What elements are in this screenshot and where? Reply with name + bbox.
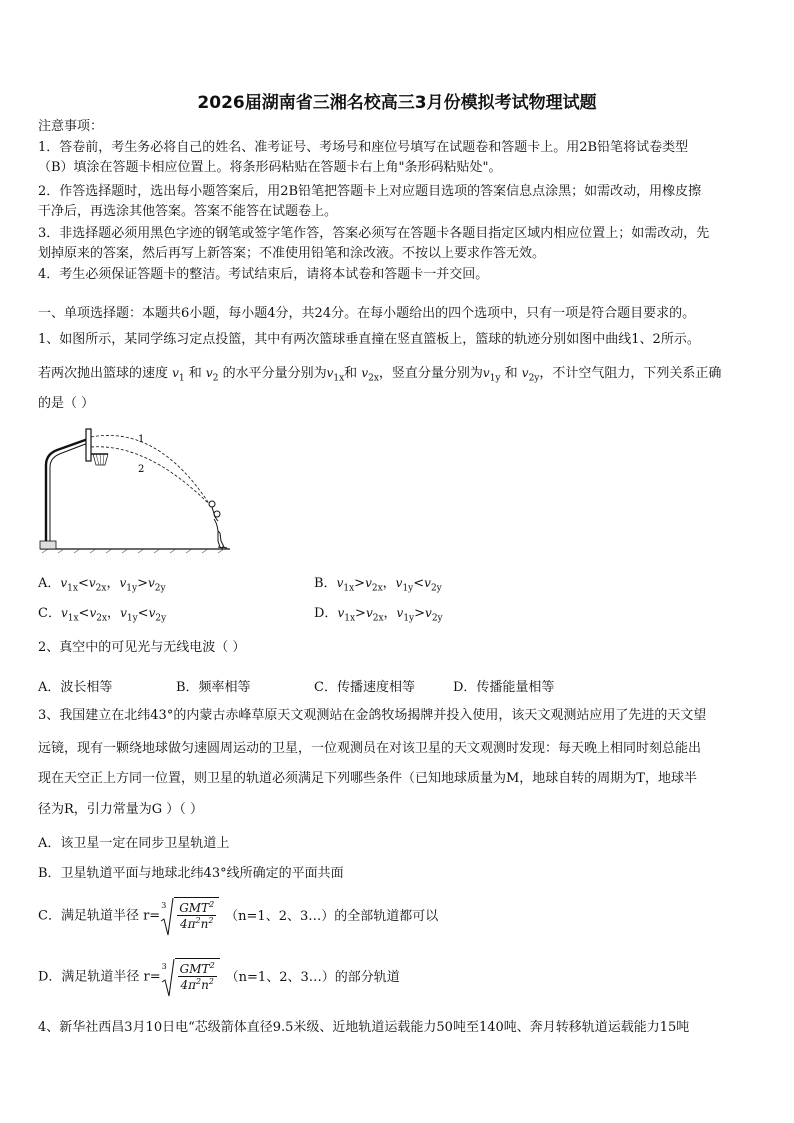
notice-line: 2．作答选择题时，选出每小题答案后，用2B铅笔把答题卡上对应题目选项的答案信息点涂黑；如需改动，用橡皮擦 [38, 184, 702, 199]
q1-option-a[interactable]: A．$v_{1x}<v_{2x}$，$v_{1y}>v_{2y}$ [38, 576, 166, 594]
q2-option-c[interactable]: C．传播速度相等 [314, 680, 415, 695]
notice-line: 干净后，再选涂其他答案。答案不能答在试题卷上。 [38, 204, 338, 219]
q2-stem: 2、真空中的可见光与无线电波（ ） [38, 640, 246, 655]
q3-stem-line: 径为R，引力常量为G ）（ ） [38, 802, 203, 817]
trajectory-1-label: 1 [138, 434, 145, 445]
q1-option-c[interactable]: C．$v_{1x}<v_{2x}$，$v_{1y}<v_{2y}$ [38, 606, 167, 624]
notice-line: 划掉原来的答案，然后再写上新答案；不准使用铅笔和涂改液。不按以上要求作答无效。 [38, 246, 546, 261]
q3-stem-line: 现在天空正上方同一位置，则卫星的轨道必须满足下列哪些条件（已知地球质量为M，地球自转的周期为T，地球半 [38, 771, 697, 786]
cube-root-formula: 3 $\frac{GMT^2}{4\pi^2n^2}$ [161, 958, 220, 992]
q1-stem-line: 若两次抛出篮球的速度 $v_1$ 和 $v_2$ 的水平分量分别为$v_{1x}$和 $v_{2x}$，竖直分量分别为$v_{1y}$ 和 $v_{2y}$，不计空气阻力，下列关系正确 [38, 366, 722, 384]
q3-option-d[interactable]: D．满足轨道半径 r= 3 $\frac{GMT^2}{4\pi^2n^2}$ （n=1、2、3…）的部分轨道 [38, 958, 400, 992]
q3-option-a[interactable]: A．该卫星一定在同步卫星轨道上 [38, 836, 230, 851]
q1-stem-line: 1、如图所示，某同学练习定点投篮，其中有两次篮球垂直撞在竖直篮板上，篮球的轨迹分别如图中曲线1、2所示。 [38, 332, 700, 347]
section-heading: 一、单项选择题：本题共6小题，每小题4分，共24分。在每小题给出的四个选项中，只有一项是符合题目要求的。 [38, 306, 696, 321]
q3-stem-line: 远镜，现有一颗绕地球做匀速圆周运动的卫星，一位观测员在对该卫星的天文观测时发现：每天晚上相同时刻总能出 [38, 741, 702, 756]
q1-option-d[interactable]: D．$v_{1x}>v_{2x}$，$v_{1y}>v_{2y}$ [314, 606, 443, 624]
cube-root-formula: 3 $\frac{GMT^2}{4\pi^2n^2}$ [160, 897, 219, 931]
q3-option-c[interactable]: C．满足轨道半径 r= 3 $\frac{GMT^2}{4\pi^2n^2}$ （n=1、2、3…）的全部轨道都可以 [38, 897, 438, 931]
q1-stem-line: 的是（ ） [38, 396, 95, 411]
notice-line: （B）填涂在答题卡相应位置上。将条形码粘贴在答题卡右上角"条形码粘贴处"。 [38, 160, 502, 175]
notice-line: 4．考生必须保证答题卡的整洁。考试结束后，请将本试卷和答题卡一并交回。 [38, 267, 489, 282]
q1-option-b[interactable]: B．$v_{1x}>v_{2x}$，$v_{1y}<v_{2y}$ [314, 576, 442, 594]
q2-option-d[interactable]: D．传播能量相等 [453, 680, 555, 695]
q4-stem-line: 4、新华社西昌3月10日电“芯级箭体直径9.5米级、近地轨道运载能力50吨至140吨、奔月转移轨道运载能力15吨 [38, 1020, 690, 1035]
q3-stem-line: 3、我国建立在北纬43°的内蒙古赤峰草原天文观测站在金鸽牧场揭牌并投入使用，该天文观测站应用了先进的天文望 [38, 708, 707, 723]
notice-line: 1．答卷前，考生务必将自己的姓名、准考证号、考场号和座位号填写在试题卷和答题卡上。用2B铅笔将试卷类型 [38, 140, 689, 155]
notice-heading: 注意事项： [38, 119, 104, 134]
player-icon [209, 501, 227, 548]
q2-option-a[interactable]: A．波长相等 [38, 680, 113, 695]
q2-option-b[interactable]: B．频率相等 [176, 680, 251, 695]
q3-option-b[interactable]: B．卫星轨道平面与地球北纬43°线所确定的平面共面 [38, 866, 344, 881]
notice-line: 3．非选择题必须用黑色字迹的钢笔或签字笔作答，答案必须写在答题卡各题目指定区域内相应位置上；如需改动，先 [38, 226, 710, 241]
trajectory-2-label: 2 [138, 464, 145, 475]
page-title: 2026届湖南省三湘名校高三3月份模拟考试物理试题 [197, 93, 597, 113]
basketball-figure [38, 425, 238, 555]
